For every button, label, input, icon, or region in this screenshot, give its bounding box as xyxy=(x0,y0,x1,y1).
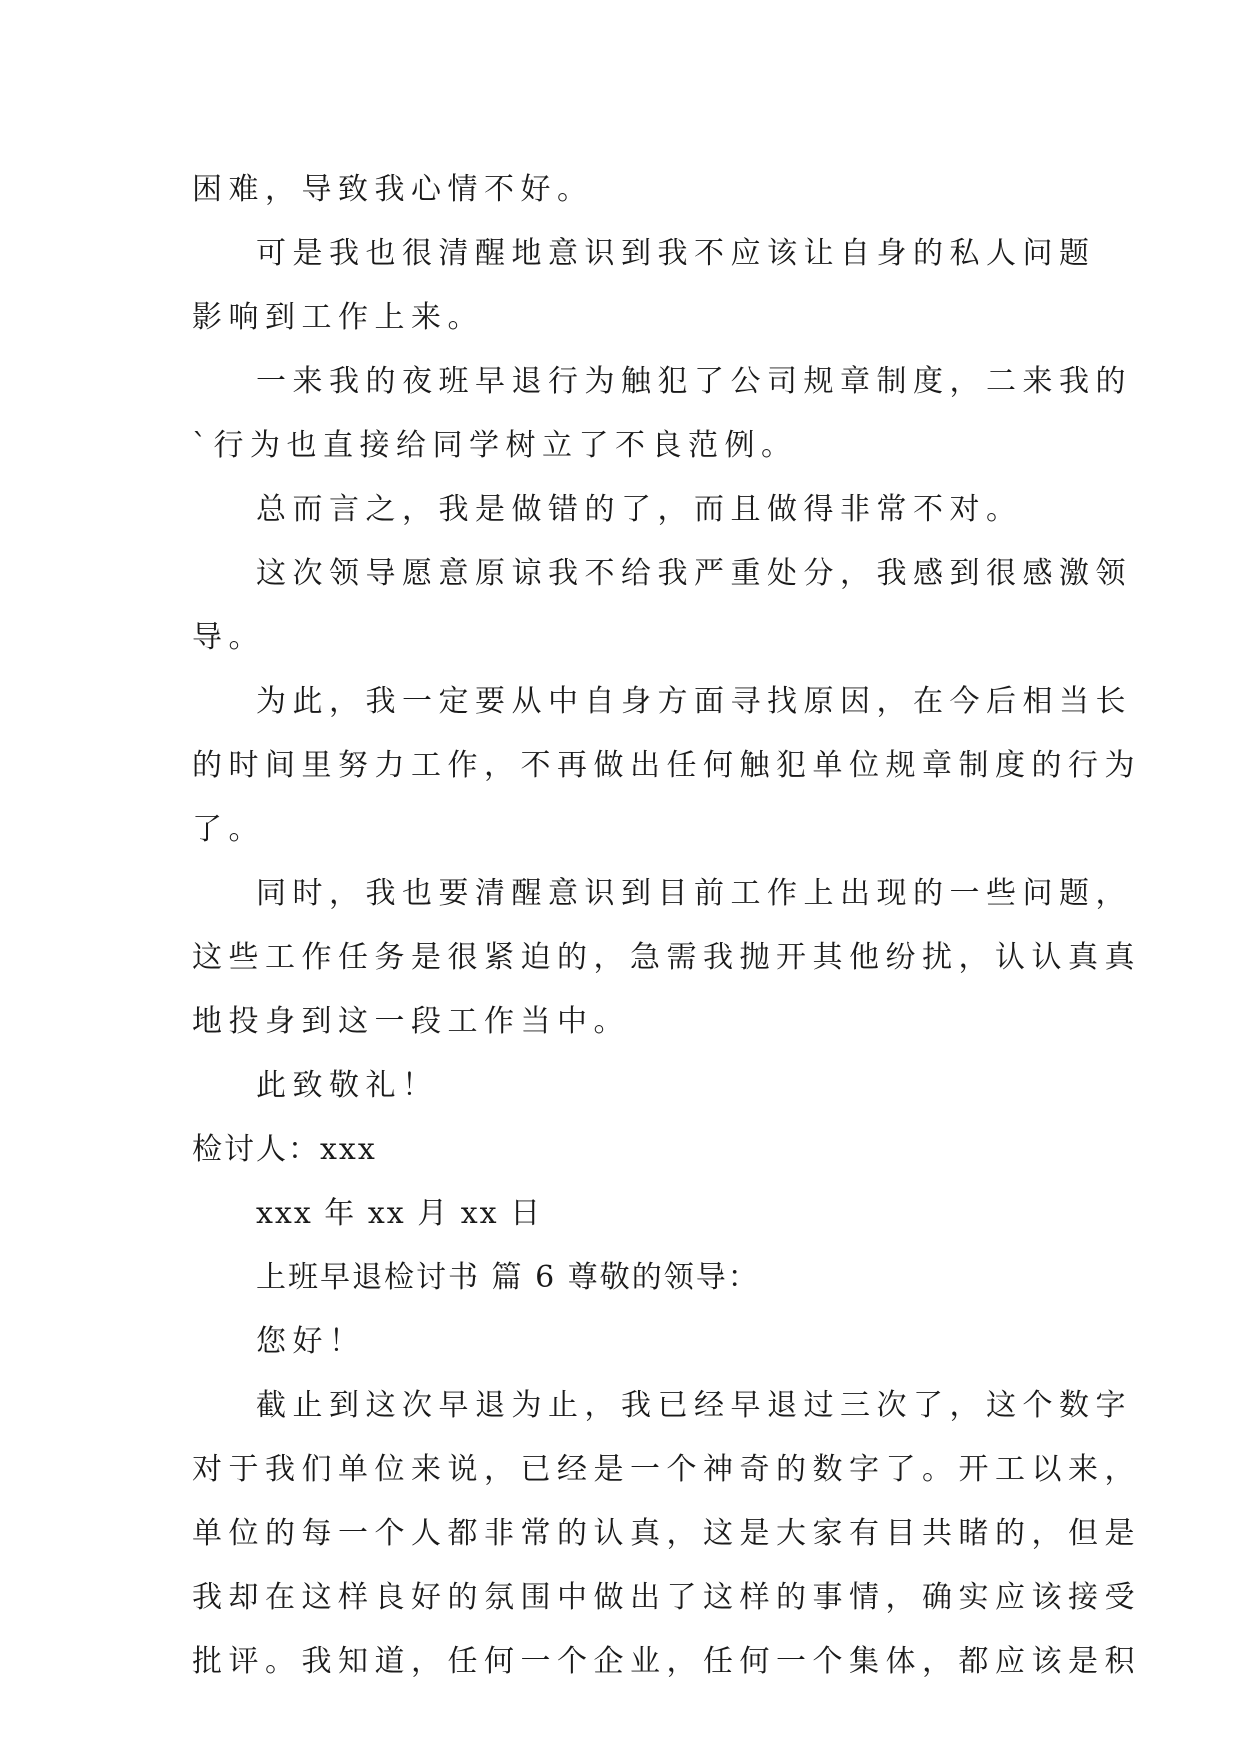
text-line: 同时，我也要清醒意识到目前工作上出现的一些问题， xyxy=(256,876,1132,911)
text-line: 对于我们单位来说，已经是一个神奇的数字了。开工以来， xyxy=(192,1452,1141,1487)
text-line: 我却在这样良好的氛围中做出了这样的事情，确实应该接受 xyxy=(192,1580,1141,1615)
text-line: 导。 xyxy=(192,620,265,655)
text-line: 批评。我知道，任何一个企业，任何一个集体，都应该是积 xyxy=(192,1644,1141,1679)
text-line: 截止到这次早退为止，我已经早退过三次了，这个数字 xyxy=(256,1388,1132,1423)
document-body xyxy=(192,158,1141,1694)
text-line: 地投身到这一段工作当中。 xyxy=(192,1004,630,1039)
text-line: 单位的每一个人都非常的认真，这是大家有目共睹的，但是 xyxy=(192,1516,1141,1551)
text-line: 了。 xyxy=(192,812,265,847)
text-line: 这次领导愿意原谅我不给我严重处分，我感到很感激领 xyxy=(256,556,1132,591)
section-heading: 上班早退检讨书 篇 6 尊敬的领导： xyxy=(256,1260,760,1295)
text-line: 为此，我一定要从中自身方面寻找原因，在今后相当长 xyxy=(256,684,1132,719)
text-line: 总而言之，我是做错的了，而且做得非常不对。 xyxy=(256,492,1023,527)
text-line: 的时间里努力工作，不再做出任何触犯单位规章制度的行为 xyxy=(192,748,1141,783)
signature-author: 检讨人：xxx xyxy=(192,1132,377,1167)
closing-salutation: 此致敬礼！ xyxy=(256,1068,439,1103)
text-line: 影响到工作上来。 xyxy=(192,300,484,335)
text-line: 一来我的夜班早退行为触犯了公司规章制度，二来我的 xyxy=(256,364,1132,399)
text-line: 困难，导致我心情不好。 xyxy=(192,172,594,207)
signature-date: xxx 年 xx 月 xx 日 xyxy=(256,1196,543,1231)
text-line: 可是我也很清醒地意识到我不应该让自身的私人问题 xyxy=(256,236,1096,271)
greeting: 您好！ xyxy=(256,1324,366,1359)
text-line: `行为也直接给同学树立了不良范例。 xyxy=(192,428,798,463)
text-line: 这些工作任务是很紧迫的，急需我抛开其他纷扰，认认真真 xyxy=(192,940,1141,975)
